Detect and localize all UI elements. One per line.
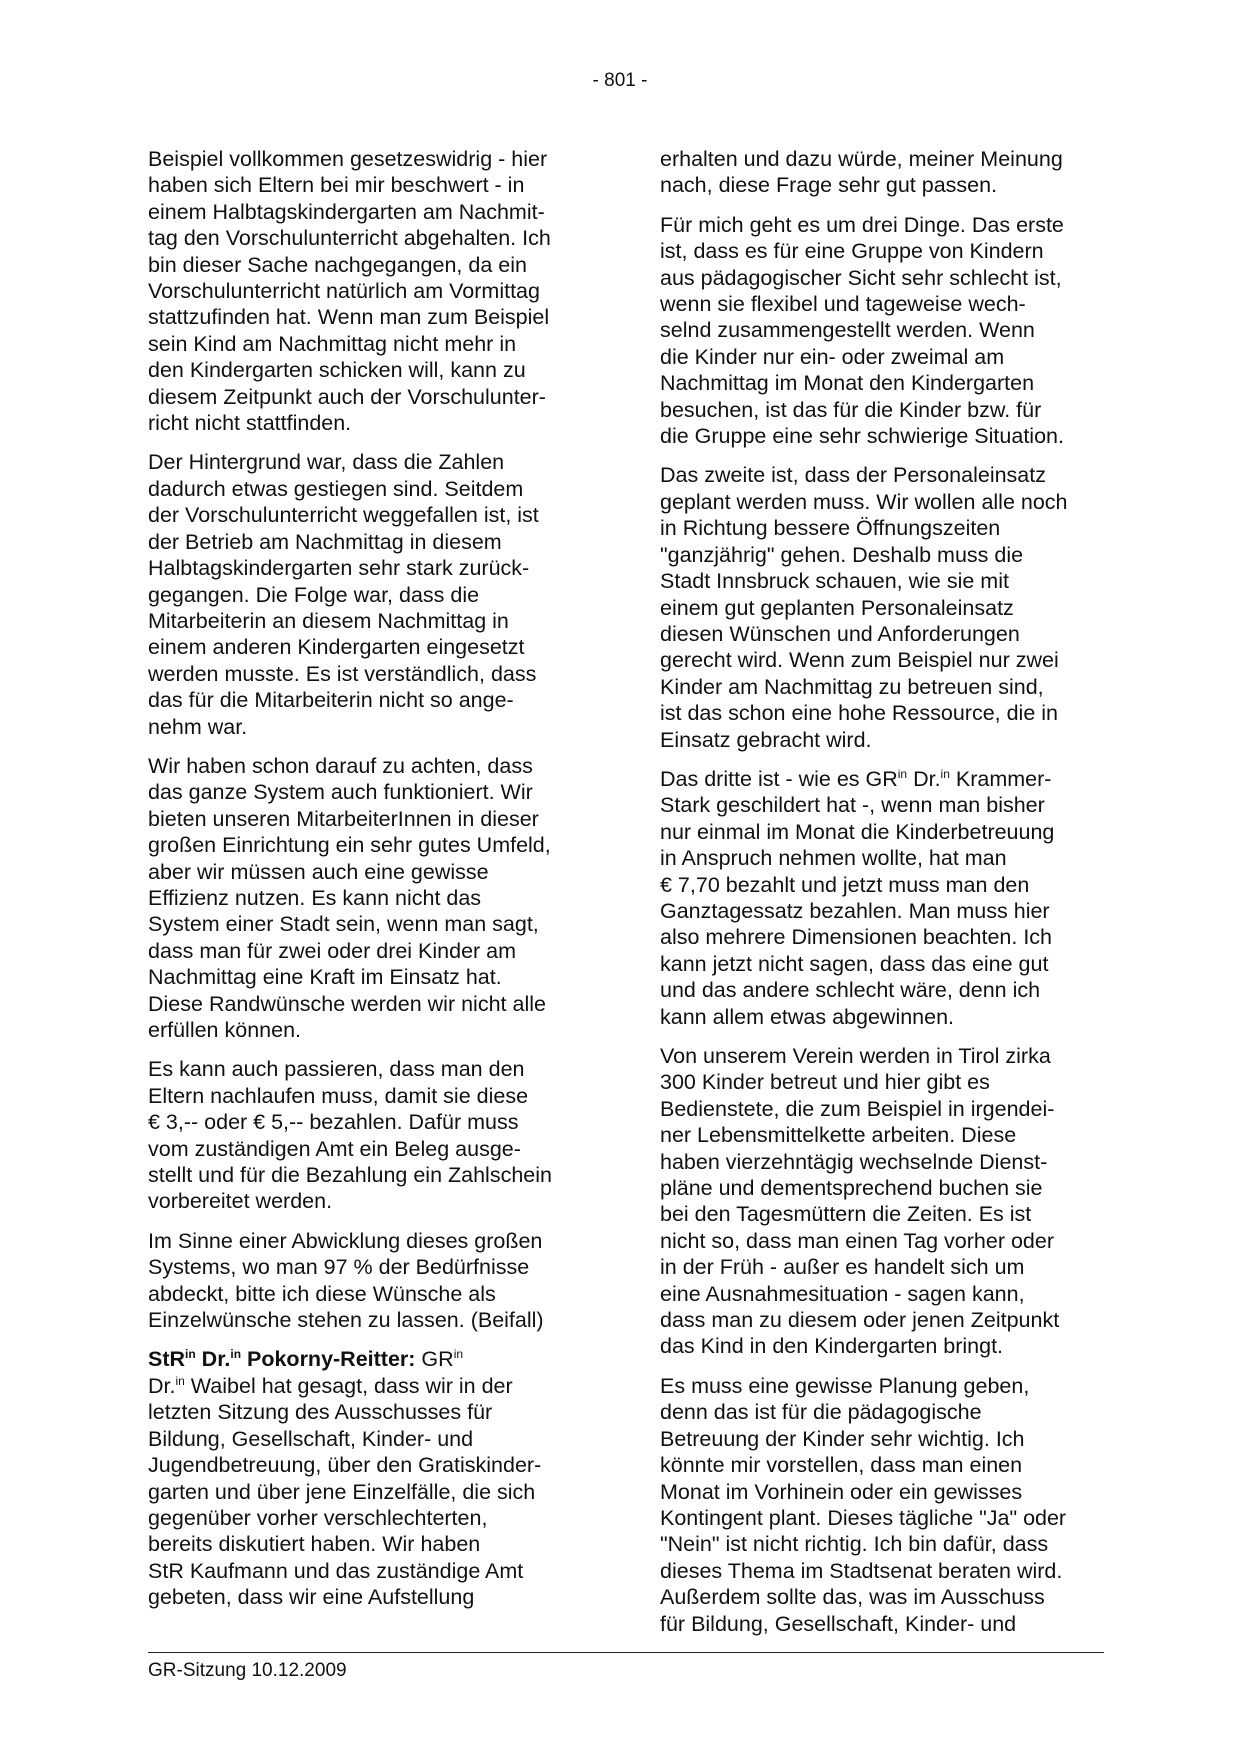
paragraph [660,146,1104,199]
text-line: Vorschulunterricht natürlich am Vormittag [148,279,540,304]
text-line: 300 Kinder betreut und hier gibt es [660,1070,990,1095]
text-line: Systems, wo man 97 % der Bedürfnisse [148,1255,530,1280]
text-line: nur einmal im Monat die Kinderbetreuung [660,819,1055,844]
paragraph-lines [148,1399,588,1610]
text-line: wenn sie flexibel und tageweise wech- [660,292,1026,317]
text-line: Stark geschildert hat -, wenn man bisher [660,793,1045,818]
left-column [148,146,588,1624]
text-line: also mehrere Dimensionen beachten. Ich [660,925,1052,950]
text-line: Kontingent plant. Dieses tägliche "Ja" oder [660,1505,1067,1530]
page-number: - 801 - [592,70,648,91]
text-line: ist, dass es für eine Gruppe von Kindern [660,239,1044,264]
text-line: denn das ist für die pädagogische [660,1400,982,1425]
text-line: Einsatz gebracht wird. [660,727,872,752]
text-line: gegangen. Die Folge war, dass die [148,582,480,607]
text-line: großen Einrichtung ein sehr gutes Umfeld, [148,833,551,858]
paragraph-lines [660,792,1104,1030]
text-line: nehm war. [148,714,248,739]
text-line: stattzufinden hat. Wenn man zum Beispiel [148,305,550,330]
text-line: gerecht wird. Wenn zum Beispiel nur zwei [660,648,1059,673]
text-line: tag den Vorschulunterricht abgehalten. Ich [148,226,551,251]
text-line: den Kindergarten schicken will, kann zu [148,358,526,383]
text-line: gegenüber vorher verschlechterten, [148,1505,488,1530]
text-line: werden musste. Es ist verständlich, dass [148,661,537,686]
text-line: stellt und für die Bezahlung ein Zahlschein [148,1163,552,1188]
text-line: Das dritte ist - wie es $GR^{in}$ Dr.$^{in}$ Krammer- [660,766,1052,791]
text-line: die Gruppe eine sehr schwierige Situation. [660,424,1064,449]
text-line: Betreuung der Kinder sehr wichtig. Ich [660,1426,1025,1451]
text-line: Stadt Innsbruck schauen, wie sie mit [660,569,1009,594]
text-line: Der Hintergrund war, dass die Zahlen [148,450,505,475]
text-line: und das andere schlecht wäre, denn ich [660,978,1041,1003]
text-line: das für die Mitarbeiterin nicht so ange- [148,688,514,713]
paragraph [660,1043,1104,1360]
text-line: Ganztagessatz bezahlen. Man muss hier [660,898,1050,923]
text-line: Bildung, Gesellschaft, Kinder- und [148,1426,474,1451]
text-line: gebeten, dass wir eine Aufstellung [148,1585,475,1610]
footer-session-date: GR-Sitzung 10.12.2009 [148,1660,347,1681]
text-line: Wir haben schon darauf zu achten, dass [148,753,533,778]
text-line: Effizienz nutzen. Es kann nicht das [148,885,482,910]
text-line: Außerdem sollte das, was im Ausschuss [660,1585,1045,1610]
text-line: in der Früh - außer es handelt sich um [660,1255,1025,1280]
text-line: das ganze System auch funktioniert. Wir [148,780,533,805]
text-line: haben vierzehntägig wechselnde Dienst- [660,1149,1048,1174]
text-line: aus pädagogischer Sicht sehr schlecht ist, [660,265,1062,290]
text-line: letzten Sitzung des Ausschusses für [148,1400,493,1425]
text-line: ist das schon eine hohe Ressource, die in [660,701,1058,726]
text-line: diesen Wünschen und Anforderungen [660,621,1020,646]
text-line: vorbereitet werden. [148,1189,333,1214]
text-line: nach, diese Frage sehr gut passen. [660,173,998,198]
text-line: € 7,70 bezahlt und jetzt muss man den [660,872,1030,897]
text-line: System einer Stadt sein, wenn man sagt, [148,912,539,937]
text-line: Beispiel vollkommen gesetzeswidrig - hier [148,147,548,171]
speaker-paragraph [148,1346,588,1610]
text-line: erhalten und dazu würde, meiner Meinung [660,147,1063,171]
text-line: einem Halbtagskindergarten am Nachmit- [148,199,545,224]
text-line: dass man zu diesem oder jenen Zeitpunkt [660,1308,1060,1333]
text-line: € 3,-- oder € 5,-- bezahlen. Dafür muss [148,1110,519,1135]
text-line: bin dieser Sache nachgegangen, da ein [148,252,527,277]
text-line: Bedienstete, die zum Beispiel in irgendei- [660,1096,1055,1121]
text-line: einem anderen Kindergarten eingesetzt [148,635,525,660]
text-line: geplant werden muss. Wir wollen alle noch [660,489,1068,514]
text-line: einem gut geplanten Personaleinsatz [660,595,1014,620]
text-line: besuchen, ist das für die Kinder bzw. für [660,397,1042,422]
paragraph [660,1373,1104,1637]
text-line: das Kind in den Kindergarten bringt. [660,1334,1004,1359]
text-line: Für mich geht es um drei Dinge. Das erste [660,212,1064,237]
text-line: Monat im Vorhinein oder ein gewisses [660,1479,1023,1504]
text-line: "ganzjährig" gehen. Deshalb muss die [660,542,1024,567]
text-line: StR$^{in}$ Dr.$^{in}$ Pokorny-Reitter: $GR^{in}$ [148,1347,464,1372]
paragraph [660,766,1104,1030]
paragraph [660,462,1104,752]
text-line: dadurch etwas gestiegen sind. Seitdem [148,476,524,501]
text-line: ner Lebensmittelkette arbeiten. Diese [660,1123,1017,1148]
text-line: bereits diskutiert haben. Wir haben [148,1532,481,1557]
text-line: Es kann auch passieren, dass man den [148,1057,525,1082]
text-line: kann jetzt nicht sagen, dass das eine gut [660,951,1049,976]
text-line: haben sich Eltern bei mir beschwert - in [148,173,525,198]
text-line: kann allem etwas abgewinnen. [660,1004,955,1029]
text-line: bieten unseren MitarbeiterInnen in dieser [148,806,539,831]
text-line: bei den Tagesmüttern die Zeiten. Es ist [660,1202,1032,1227]
text-line: Nachmittag im Monat den Kindergarten [660,371,1035,396]
text-line: abdeckt, bitte ich diese Wünsche als [148,1281,496,1306]
right-column [660,146,1104,1650]
text-line: die Kinder nur ein- oder zweimal am [660,344,1005,369]
text-line: Kinder am Nachmittag zu betreuen sind, [660,674,1044,699]
text-line: nicht so, dass man einen Tag vorher oder [660,1228,1055,1253]
text-line: diesem Zeitpunkt auch der Vorschulunter- [148,384,546,409]
text-line: der Vorschulunterricht weggefallen ist, ist [148,503,539,528]
paragraph [148,753,588,1043]
text-line: Halbtagskindergarten sehr stark zurück- [148,556,530,581]
paragraph [148,146,588,436]
paragraph [148,1228,588,1334]
text-line: selnd zusammengestellt werden. Wenn [660,318,1035,343]
text-line: Eltern nachlaufen muss, damit sie diese [148,1083,529,1108]
text-line: Einzelwünsche stehen zu lassen. (Beifall) [148,1308,544,1333]
text-line: Mitarbeiterin an diesem Nachmittag in [148,608,509,633]
speaker-name: StR$^{in}$ Dr.$^{in}$ Pokorny-Reitter: [148,1347,416,1372]
text-line: StR Kaufmann und das zuständige Amt [148,1558,524,1583]
text-line: in Anspruch nehmen wollte, hat man [660,846,1007,871]
text-line: dass man für zwei oder drei Kinder am [148,938,517,963]
text-line: Es muss eine gewisse Planung geben, [660,1373,1030,1398]
text-line: Jugendbetreuung, über den Gratiskinder- [148,1453,542,1478]
paragraph [660,212,1104,450]
text-line: Nachmittag eine Kraft im Einsatz hat. [148,965,502,990]
text-line: eine Ausnahmesituation - sagen kann, [660,1281,1025,1306]
text-line: in Richtung bessere Öffnungszeiten [660,516,1001,541]
text-line: dieses Thema im Stadtsenat beraten wird. [660,1558,1063,1583]
text-line: vom zuständigen Amt ein Beleg ausge- [148,1136,521,1161]
text-line: sein Kind am Nachmittag nicht mehr in [148,331,517,356]
text-line: Dr.$^{in}$ Waibel hat gesagt, dass wir in der [148,1373,513,1398]
footer-divider [148,1652,1104,1653]
text-line: Im Sinne einer Abwicklung dieses großen [148,1228,543,1253]
paragraph [148,449,588,739]
text-line: Das zweite ist, dass der Personaleinsatz [660,463,1046,488]
paragraph [148,1056,588,1214]
text-line: Von unserem Verein werden in Tirol zirka [660,1044,1051,1068]
text-line: für Bildung, Gesellschaft, Kinder- und [660,1611,1017,1636]
text-line: "Nein" ist nicht richtig. Ich bin dafür, dass [660,1532,1049,1557]
text-line: könnte mir vorstellen, dass man einen [660,1453,1023,1478]
text-line: erfüllen können. [148,1018,301,1042]
text-line: der Betrieb am Nachmittag in diesem [148,529,502,554]
text-line: garten und über jene Einzelfälle, die sich [148,1479,536,1504]
text-line: aber wir müssen auch eine gewisse [148,859,489,884]
text-line: Diese Randwünsche werden wir nicht alle [148,991,546,1016]
text-line: pläne und dementsprechend buchen sie [660,1176,1043,1201]
text-line: richt nicht stattfinden. [148,411,352,436]
